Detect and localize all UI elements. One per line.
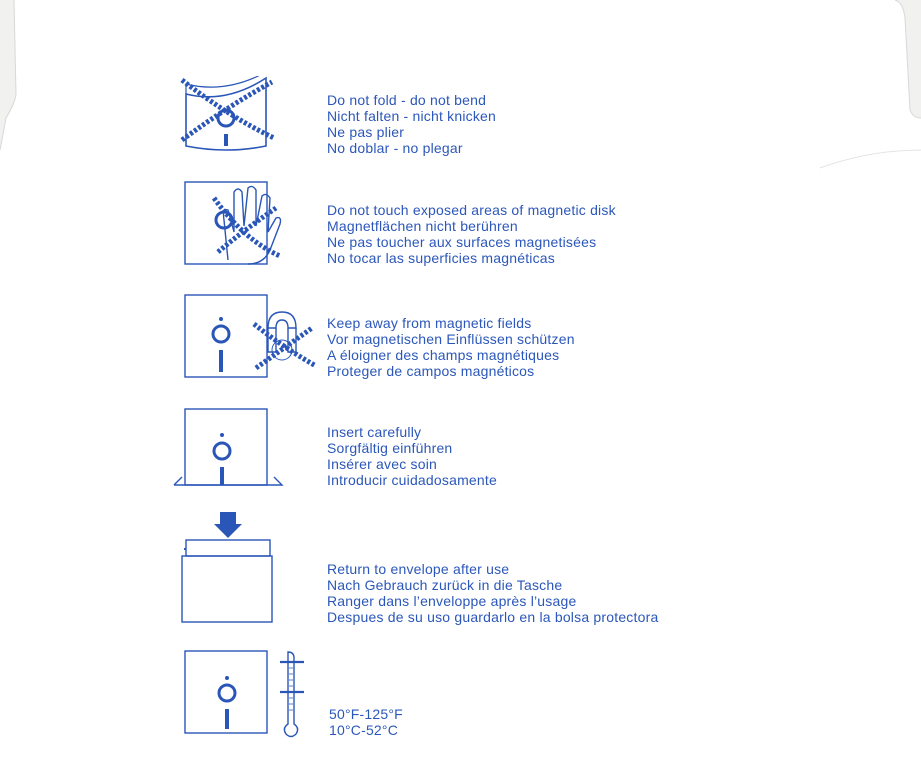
disk-into-envelope-icon xyxy=(180,512,276,628)
line-es: No doblar - no plegar xyxy=(327,140,463,156)
line-fr: Insérer avec soin xyxy=(327,456,438,472)
instruction-text-insert xyxy=(327,424,497,488)
disk-thermometer-icon xyxy=(184,648,310,738)
disk-insert-icon xyxy=(172,407,284,489)
instruction-text-touch xyxy=(327,202,616,266)
line-celsius: 10°C-52°C xyxy=(329,722,399,738)
line-fahrenheit: 50°F-125°F xyxy=(329,706,403,722)
line-en: Insert carefully xyxy=(327,424,422,440)
instruction-text-temperature xyxy=(329,706,403,738)
crossed-magnet-near-disk-icon xyxy=(184,294,320,380)
line-en: Return to envelope after use xyxy=(327,561,510,577)
line-de: Vor magnetischen Einflüssen schützen xyxy=(327,331,575,347)
line-es: No tocar las superficies magnéticas xyxy=(327,250,555,266)
line-en: Do not fold - do not bend xyxy=(327,92,487,108)
line-es: Despues de su uso guardarlo en la bolsa protectora xyxy=(327,609,659,625)
line-en: Keep away from magnetic fields xyxy=(327,315,532,331)
line-de: Sorgfältig einführen xyxy=(327,440,453,456)
line-es: Introducir cuidadosamente xyxy=(327,472,497,488)
instruction-text-envelope xyxy=(327,561,658,625)
line-fr: Ranger dans l’enveloppe après l’usage xyxy=(327,593,577,609)
instruction-text-magnetic xyxy=(327,315,575,379)
line-fr: Ne pas plier xyxy=(327,124,405,140)
line-de: Nach Gebrauch zurück in die Tasche xyxy=(327,577,563,593)
line-fr: A éloigner des champs magnétiques xyxy=(327,347,560,363)
instruction-text-fold xyxy=(327,92,496,156)
line-de: Nicht falten - nicht knicken xyxy=(327,108,497,124)
line-fr: Ne pas toucher aux surfaces magnetisées xyxy=(327,234,597,250)
line-es: Proteger de campos magnéticos xyxy=(327,363,535,379)
crossed-hand-on-disk-icon xyxy=(184,180,288,266)
crossed-bent-disk-icon xyxy=(178,76,278,156)
line-en: Do not touch exposed areas of magnetic disk xyxy=(327,202,616,218)
line-de: Magnetflächen nicht berühren xyxy=(327,218,518,234)
